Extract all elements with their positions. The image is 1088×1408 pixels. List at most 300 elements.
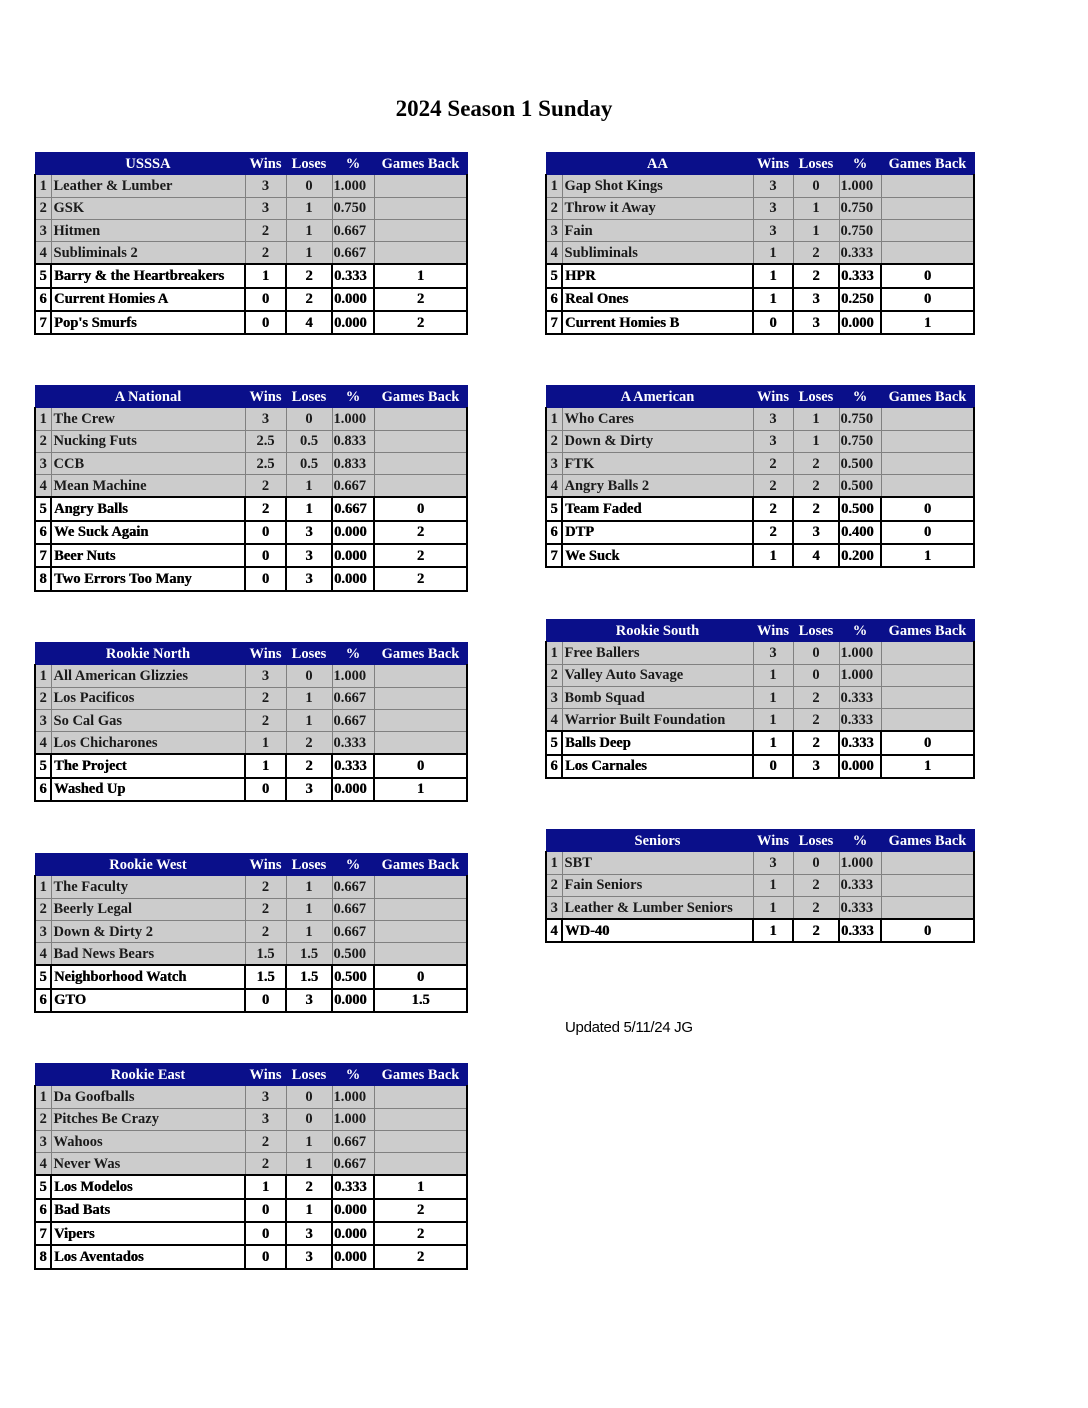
games-back-cell	[881, 475, 974, 498]
loses-cell: 2	[793, 475, 839, 498]
wins-cell: 1	[753, 896, 793, 919]
pct-cell: 0.333	[839, 874, 881, 896]
loses-cell: 1	[286, 1130, 332, 1152]
loses-cell: 2	[793, 686, 839, 708]
loses-cell: 3	[793, 311, 839, 334]
team-name-cell: Team Faded	[562, 497, 753, 520]
table-row	[35, 1245, 467, 1268]
rank-cell: 2	[35, 898, 51, 920]
wins-cell: 0	[753, 311, 793, 334]
rank-cell: 1	[546, 852, 562, 874]
games-back-header: Games Back	[881, 620, 974, 642]
games-back-cell: 0	[881, 497, 974, 520]
games-back-cell: 0	[374, 754, 467, 777]
team-name-cell: SBT	[562, 852, 753, 874]
wins-cell: 2	[245, 709, 286, 731]
pct-cell: 0.833	[332, 430, 374, 452]
standings-table-rookie-south	[545, 619, 975, 779]
pct-cell: 1.000	[839, 664, 881, 686]
standings-table-aa	[545, 152, 975, 335]
table-row	[35, 989, 467, 1012]
loses-cell: 1	[286, 497, 332, 520]
rank-cell: 4	[546, 709, 562, 732]
loses-cell: 1	[286, 242, 332, 265]
wins-cell: 1	[245, 264, 286, 287]
wins-cell: 1	[753, 288, 793, 311]
loses-cell: 0.5	[286, 430, 332, 452]
wins-cell: 3	[753, 642, 793, 664]
pct-header: %	[839, 386, 881, 408]
loses-header: Loses	[286, 1064, 332, 1086]
loses-cell: 1	[286, 687, 332, 709]
loses-cell: 2	[793, 874, 839, 896]
rank-cell: 5	[546, 264, 562, 287]
wins-cell: 2	[245, 687, 286, 709]
wins-cell: 3	[245, 175, 286, 197]
table-row	[35, 567, 467, 590]
team-name-cell: We Suck	[562, 544, 753, 567]
pct-cell: 0.000	[332, 1222, 374, 1245]
team-name-cell: Balls Deep	[562, 731, 753, 754]
rank-cell: 6	[35, 778, 51, 801]
loses-cell: 2	[793, 896, 839, 919]
rank-cell: 3	[546, 452, 562, 474]
table-row	[35, 920, 467, 942]
rank-cell: 1	[35, 1086, 51, 1108]
pct-cell: 0.000	[839, 311, 881, 334]
wins-header: Wins	[245, 153, 286, 175]
team-name-cell: Fain Seniors	[562, 874, 753, 896]
wins-cell: 2	[245, 898, 286, 920]
table-row	[546, 452, 974, 474]
table-row	[546, 852, 974, 874]
division-name-header: A American	[562, 386, 753, 408]
loses-cell: 0	[793, 175, 839, 197]
rank-cell: 4	[35, 242, 51, 265]
pct-header: %	[332, 1064, 374, 1086]
table-row	[546, 264, 974, 287]
loses-cell: 2	[793, 731, 839, 754]
wins-cell: 1	[753, 242, 793, 265]
wins-cell: 1	[753, 919, 793, 942]
table-row	[546, 197, 974, 219]
team-name-cell: FTK	[562, 452, 753, 474]
table-row	[35, 732, 467, 755]
loses-cell: 2	[286, 264, 332, 287]
team-name-cell: Los Pacificos	[51, 687, 245, 709]
rank-cell: 6	[35, 288, 51, 311]
table-row	[35, 1175, 467, 1198]
wins-cell: 1	[753, 664, 793, 686]
team-name-cell: Leather & Lumber	[51, 175, 245, 197]
loses-cell: 0	[286, 175, 332, 197]
table-row	[35, 943, 467, 966]
pct-header: %	[332, 854, 374, 876]
games-back-cell	[374, 1086, 467, 1108]
team-name-cell: Bad News Bears	[51, 943, 245, 966]
wins-header: Wins	[245, 643, 286, 665]
table-row	[546, 896, 974, 919]
games-back-cell: 0	[881, 731, 974, 754]
pct-cell: 0.667	[332, 219, 374, 241]
pct-cell: 0.750	[839, 219, 881, 241]
rank-cell: 7	[546, 544, 562, 567]
team-name-cell: Throw it Away	[562, 197, 753, 219]
rank-cell: 1	[35, 408, 51, 430]
table-header-row	[546, 830, 974, 852]
team-name-cell: All American Glizzies	[51, 665, 245, 687]
wins-cell: 3	[245, 1108, 286, 1130]
loses-cell: 3	[286, 521, 332, 544]
wins-cell: 0	[245, 1222, 286, 1245]
games-back-cell: 0	[881, 264, 974, 287]
pct-cell: 1.000	[332, 408, 374, 430]
pct-cell: 1.000	[332, 665, 374, 687]
table-row	[35, 497, 467, 520]
table-header-row	[35, 1064, 467, 1086]
table-row	[35, 1086, 467, 1108]
loses-header: Loses	[286, 643, 332, 665]
division-name-header: Rookie East	[51, 1064, 245, 1086]
team-name-cell: Da Goofballs	[51, 1086, 245, 1108]
loses-cell: 2	[793, 242, 839, 265]
loses-cell: 2	[793, 452, 839, 474]
team-name-cell: The Faculty	[51, 876, 245, 898]
pct-cell: 0.333	[332, 264, 374, 287]
wins-cell: 2	[753, 497, 793, 520]
loses-cell: 1	[793, 430, 839, 452]
loses-cell: 2	[286, 754, 332, 777]
pct-cell: 0.833	[332, 452, 374, 474]
loses-cell: 4	[793, 544, 839, 567]
games-back-cell: 1	[881, 755, 974, 778]
loses-cell: 3	[793, 755, 839, 778]
team-name-cell: Neighborhood Watch	[51, 965, 245, 988]
loses-cell: 2	[793, 709, 839, 732]
games-back-header: Games Back	[881, 153, 974, 175]
pct-cell: 0.667	[332, 242, 374, 265]
table-row	[35, 1222, 467, 1245]
team-name-cell: Current Homies B	[562, 311, 753, 334]
games-back-cell	[374, 430, 467, 452]
games-back-cell	[374, 876, 467, 898]
wins-header: Wins	[245, 1064, 286, 1086]
games-back-cell	[881, 175, 974, 197]
loses-cell: 1	[793, 197, 839, 219]
games-back-cell	[881, 709, 974, 732]
team-name-cell: HPR	[562, 264, 753, 287]
header-rank-cell	[546, 386, 562, 408]
team-name-cell: DTP	[562, 521, 753, 544]
wins-cell: 2.5	[245, 452, 286, 474]
rank-cell: 2	[546, 197, 562, 219]
wins-header: Wins	[753, 153, 793, 175]
games-back-cell: 1	[881, 544, 974, 567]
standings-table-rookie-east	[34, 1063, 468, 1270]
loses-cell: 3	[286, 567, 332, 590]
rank-cell: 1	[546, 175, 562, 197]
wins-cell: 2.5	[245, 430, 286, 452]
header-rank-cell	[35, 153, 51, 175]
rank-cell: 4	[546, 919, 562, 942]
wins-cell: 2	[753, 521, 793, 544]
table-row	[546, 311, 974, 334]
loses-cell: 2	[286, 1175, 332, 1198]
wins-cell: 2	[753, 452, 793, 474]
games-back-cell: 1	[374, 264, 467, 287]
wins-cell: 1	[753, 731, 793, 754]
games-back-cell: 0	[881, 521, 974, 544]
games-back-cell	[881, 664, 974, 686]
loses-cell: 1	[286, 709, 332, 731]
table-row	[546, 919, 974, 942]
wins-cell: 1	[753, 709, 793, 732]
rank-cell: 5	[546, 731, 562, 754]
games-back-cell	[374, 709, 467, 731]
loses-cell: 2	[793, 497, 839, 520]
loses-cell: 4	[286, 311, 332, 334]
games-back-cell: 2	[374, 544, 467, 567]
team-name-cell: Subliminals 2	[51, 242, 245, 265]
rank-cell: 7	[35, 311, 51, 334]
rank-cell: 4	[35, 943, 51, 966]
loses-cell: 0	[793, 664, 839, 686]
header-rank-cell	[35, 643, 51, 665]
division-name-header: A National	[51, 386, 245, 408]
rank-cell: 2	[546, 430, 562, 452]
table-row	[35, 452, 467, 474]
table-row	[35, 475, 467, 498]
loses-cell: 0	[286, 665, 332, 687]
table-row	[35, 521, 467, 544]
pct-cell: 0.000	[332, 778, 374, 801]
pct-cell: 0.750	[839, 430, 881, 452]
loses-cell: 0	[793, 852, 839, 874]
team-name-cell: Bomb Squad	[562, 686, 753, 708]
games-back-cell	[374, 197, 467, 219]
pct-cell: 0.500	[332, 965, 374, 988]
wins-cell: 2	[245, 1130, 286, 1152]
table-header-row	[546, 620, 974, 642]
wins-header: Wins	[753, 386, 793, 408]
rank-cell: 4	[35, 1153, 51, 1176]
team-name-cell: Angry Balls 2	[562, 475, 753, 498]
wins-header: Wins	[245, 386, 286, 408]
team-name-cell: Current Homies A	[51, 288, 245, 311]
table-row	[35, 687, 467, 709]
wins-cell: 2	[245, 876, 286, 898]
loses-header: Loses	[793, 386, 839, 408]
table-header-row	[35, 386, 467, 408]
loses-header: Loses	[793, 620, 839, 642]
table-row	[546, 544, 974, 567]
pct-cell: 0.667	[332, 687, 374, 709]
games-back-cell	[374, 732, 467, 755]
team-name-cell: The Crew	[51, 408, 245, 430]
rank-cell: 5	[35, 1175, 51, 1198]
games-back-cell: 2	[374, 1222, 467, 1245]
games-back-cell	[374, 219, 467, 241]
pct-cell: 0.750	[839, 408, 881, 430]
table-row	[546, 175, 974, 197]
games-back-cell: 0	[881, 919, 974, 942]
rank-cell: 7	[546, 311, 562, 334]
header-rank-cell	[35, 1064, 51, 1086]
page-title: 2024 Season 1 Sunday	[395, 96, 613, 121]
rank-cell: 3	[546, 219, 562, 241]
team-name-cell: Nucking Futs	[51, 430, 245, 452]
wins-cell: 0	[245, 778, 286, 801]
pct-header: %	[839, 153, 881, 175]
team-name-cell: Los Chicharones	[51, 732, 245, 755]
loses-cell: 1	[793, 408, 839, 430]
team-name-cell: We Suck Again	[51, 521, 245, 544]
rank-cell: 4	[35, 732, 51, 755]
table-header-row	[35, 153, 467, 175]
loses-cell: 2	[286, 288, 332, 311]
loses-cell: 0	[286, 408, 332, 430]
table-row	[35, 175, 467, 197]
team-name-cell: Washed Up	[51, 778, 245, 801]
table-row	[546, 755, 974, 778]
table-row	[546, 219, 974, 241]
rank-cell: 8	[35, 1245, 51, 1268]
games-back-cell: 2	[374, 521, 467, 544]
standings-table-rookie-west	[34, 853, 468, 1013]
games-back-cell	[374, 665, 467, 687]
table-row	[35, 219, 467, 241]
rank-cell: 1	[35, 665, 51, 687]
games-back-cell	[374, 175, 467, 197]
team-name-cell: Beerly Legal	[51, 898, 245, 920]
wins-cell: 3	[753, 197, 793, 219]
pct-cell: 0.000	[332, 1199, 374, 1222]
wins-cell: 3	[245, 197, 286, 219]
team-name-cell: The Project	[51, 754, 245, 777]
team-name-cell: Two Errors Too Many	[51, 567, 245, 590]
team-name-cell: CCB	[51, 452, 245, 474]
standings-table-seniors	[545, 829, 975, 943]
games-back-cell	[881, 452, 974, 474]
standings-table-usssa	[34, 152, 468, 335]
games-back-header: Games Back	[374, 386, 467, 408]
wins-cell: 2	[245, 242, 286, 265]
rank-cell: 2	[35, 197, 51, 219]
loses-cell: 1	[286, 876, 332, 898]
wins-cell: 2	[245, 219, 286, 241]
loses-cell: 0	[793, 642, 839, 664]
games-back-cell: 1	[374, 778, 467, 801]
loses-header: Loses	[286, 854, 332, 876]
games-back-cell	[881, 197, 974, 219]
wins-cell: 1	[245, 732, 286, 755]
loses-cell: 3	[793, 288, 839, 311]
standings-table-rookie-north	[34, 642, 468, 802]
wins-cell: 0	[245, 521, 286, 544]
rank-cell: 7	[35, 1222, 51, 1245]
games-back-header: Games Back	[374, 643, 467, 665]
division-name-header: USSSA	[51, 153, 245, 175]
rank-cell: 3	[35, 1130, 51, 1152]
pct-cell: 0.400	[839, 521, 881, 544]
pct-cell: 1.000	[839, 175, 881, 197]
team-name-cell: Leather & Lumber Seniors	[562, 896, 753, 919]
games-back-cell	[374, 1153, 467, 1176]
wins-cell: 2	[753, 475, 793, 498]
pct-cell: 0.333	[839, 686, 881, 708]
pct-cell: 0.667	[332, 920, 374, 942]
rank-cell: 5	[35, 754, 51, 777]
games-back-cell	[881, 242, 974, 265]
loses-cell: 1	[286, 197, 332, 219]
games-back-cell: 1.5	[374, 989, 467, 1012]
loses-cell: 1	[286, 1199, 332, 1222]
games-back-cell: 2	[374, 311, 467, 334]
header-rank-cell	[546, 153, 562, 175]
games-back-cell	[881, 430, 974, 452]
rank-cell: 4	[546, 242, 562, 265]
team-name-cell: Mean Machine	[51, 475, 245, 498]
wins-cell: 3	[753, 175, 793, 197]
rank-cell: 1	[35, 876, 51, 898]
header-rank-cell	[35, 854, 51, 876]
games-back-header: Games Back	[374, 153, 467, 175]
team-name-cell: Gap Shot Kings	[562, 175, 753, 197]
rank-cell: 3	[35, 920, 51, 942]
wins-cell: 3	[245, 1086, 286, 1108]
loses-cell: 1.5	[286, 965, 332, 988]
games-back-cell: 0	[374, 965, 467, 988]
table-row	[35, 778, 467, 801]
wins-header: Wins	[753, 620, 793, 642]
table-row	[546, 475, 974, 498]
rank-cell: 5	[35, 965, 51, 988]
wins-cell: 0	[753, 755, 793, 778]
rank-cell: 3	[546, 896, 562, 919]
team-name-cell: Valley Auto Savage	[562, 664, 753, 686]
rank-cell: 2	[35, 687, 51, 709]
pct-cell: 0.667	[332, 1130, 374, 1152]
games-back-cell: 2	[374, 288, 467, 311]
games-back-cell	[374, 943, 467, 966]
rank-cell: 2	[546, 664, 562, 686]
pct-cell: 0.500	[839, 475, 881, 498]
wins-cell: 0	[245, 1199, 286, 1222]
pct-cell: 0.250	[839, 288, 881, 311]
team-name-cell: Los Carnales	[562, 755, 753, 778]
games-back-cell	[374, 408, 467, 430]
pct-cell: 0.667	[332, 876, 374, 898]
wins-cell: 1	[245, 754, 286, 777]
games-back-cell	[374, 1130, 467, 1152]
loses-cell: 1.5	[286, 943, 332, 966]
wins-header: Wins	[753, 830, 793, 852]
team-name-cell: Beer Nuts	[51, 544, 245, 567]
rank-cell: 6	[546, 288, 562, 311]
wins-cell: 2	[245, 1153, 286, 1176]
header-rank-cell	[546, 620, 562, 642]
loses-header: Loses	[286, 153, 332, 175]
pct-cell: 1.000	[839, 852, 881, 874]
rank-cell: 3	[35, 219, 51, 241]
pct-cell: 0.667	[332, 497, 374, 520]
loses-cell: 1	[286, 920, 332, 942]
team-name-cell: Barry & the Heartbreakers	[51, 264, 245, 287]
rank-cell: 6	[546, 755, 562, 778]
pct-cell: 1.000	[332, 1086, 374, 1108]
wins-cell: 3	[753, 408, 793, 430]
loses-cell: 0	[286, 1108, 332, 1130]
